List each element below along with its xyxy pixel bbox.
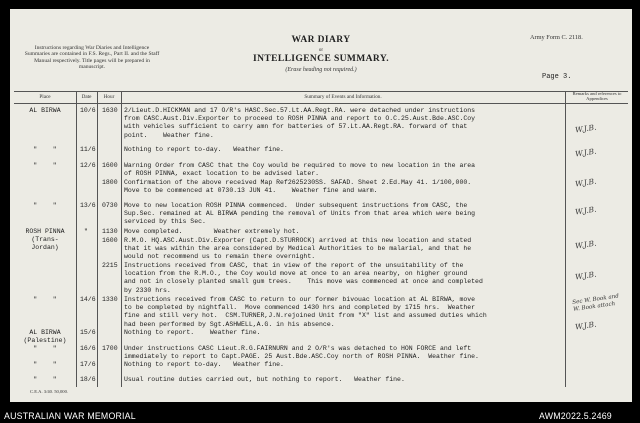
header-bottom-border <box>14 103 628 104</box>
column-divider-date <box>97 91 98 387</box>
remarks-initials: W.J.B. <box>574 269 598 282</box>
row-hour: 1800 <box>102 179 118 186</box>
row-place: " " <box>33 296 57 303</box>
row-date: 16/6 <box>80 345 96 352</box>
row-summary: Confirmation of the above received Map Ref2625230SS. SAFAD. Sheet 2.Ed.May 41. 1/100,000. Move to be commenced at 0730.13 JUN 41. Weather fine and warm. <box>124 179 472 195</box>
row-summary: R.M.O. HQ.ASC.Aust.Div.Exporter (Capt.D.STURROCK) arrived at this new location and stated that it was within the area considered by Medical Authorities to be malarial, and that he would not recommend us to remain there overnight. <box>124 237 472 261</box>
row-hour: 1630 <box>102 107 118 114</box>
row-hour: 0730 <box>102 202 118 209</box>
page-number: Page 3. <box>542 73 572 81</box>
column-header-date: Date <box>81 94 92 100</box>
row-summary: Usual routine duties carried out, but nothing to report. Weather fine. <box>124 376 405 383</box>
form-print-code: C.E.A. 3/40. 50,000. <box>30 389 69 394</box>
row-date: 17/6 <box>80 361 96 368</box>
remarks-initials: W.J.B. <box>574 146 598 159</box>
remarks-initials: W.J.B. <box>574 122 598 135</box>
column-header-place: Place <box>39 94 51 100</box>
row-place: AL BIRWA (Palestine) <box>23 329 67 345</box>
row-place: " " <box>33 162 57 169</box>
row-date: 18/6 <box>80 376 96 383</box>
row-hour: 1700 <box>102 345 118 352</box>
row-date: 14/6 <box>80 296 96 303</box>
row-summary: Nothing to report to-day. Weather fine. <box>124 146 284 153</box>
row-date: " <box>84 228 88 235</box>
instructions-note: Instructions regarding War Diaries and Intelligence Summaries are contained in F.S. Regs., Part II. and the Staff Manual respectively. Title pages will be prepared in manuscript. <box>24 45 160 71</box>
diary-subtitle: INTELLIGENCE SUMMARY. <box>253 54 389 64</box>
remarks-initials: W.J.B. <box>574 176 598 189</box>
row-place: " " <box>33 376 57 383</box>
row-place: ROSH PINNA (Trans- Jordan) <box>25 228 65 252</box>
remarks-side-note: Sec W. Book and W. Book attach <box>572 293 620 313</box>
remarks-initials: W.J.B. <box>574 319 598 332</box>
row-hour: 2215 <box>102 262 118 269</box>
row-place: " " <box>33 361 57 368</box>
row-hour: 1130 <box>102 228 118 235</box>
column-header-remarks: Remarks and references to Appendices <box>572 91 622 101</box>
column-divider-hour <box>121 91 122 387</box>
row-summary: Nothing to report. Weather fine. <box>124 329 261 336</box>
row-summary: Nothing to report to-day. Weather fine. <box>124 361 284 368</box>
diary-title: WAR DIARY <box>291 35 351 45</box>
row-date: 10/6 <box>80 107 96 114</box>
row-place: " " <box>33 345 57 352</box>
title-or: or <box>318 48 324 53</box>
row-summary: Under instructions CASC Lieut.R.G.FAIRNURN and 2 O/R's was detached to HON FORCE and left immediately to report to Capt.PAGE. 25 Aust.Bde.ASC.Coy north of ROSH PINNA. Weather fine. <box>124 345 479 361</box>
row-place: AL BIRWA <box>29 107 61 114</box>
remarks-initials: W.J.B. <box>574 238 598 251</box>
row-date: 15/6 <box>80 329 96 336</box>
row-summary: Move to new location ROSH PINNA commenced. Under subsequent instructions from CASC, the Sup.Sec. remained at AL BIRWA pending the removal of Units from that area which were being serviced by this Sec. <box>124 202 476 226</box>
remarks-initials: W.J.B. <box>574 204 598 217</box>
row-hour: 1330 <box>102 296 118 303</box>
row-summary: Move completed. Weather extremely hot. <box>124 228 300 235</box>
row-summary: Instructions received from CASC to return to our former bivouac location at AL BIRWA, move to be completed by nightfall. Move commenced 1430 hrs and completed by 1715 hrs. Weather fine and still very hot. CSM.TURNER,J.N.rejoined Unit from "X" list and assumed duties which had been performed by Sgt.ASHWELL,A.G. in his absence. <box>124 296 487 328</box>
war-diary-sheet <box>10 9 632 402</box>
column-header-summary: Summary of Events and Information. <box>304 94 382 100</box>
footer-archive-name: AUSTRALIAN WAR MEMORIAL <box>4 411 136 421</box>
row-hour: 1600 <box>102 237 118 244</box>
row-summary: 2/Lieut.D.HICKMAN and 17 O/R's HASC.Sec.57.Lt.AA.Regt.RA. were detached under instructions from CASC.Aust.Div.Exporter to proceed to ROSH PINNA and report to O.C.25.Aust.Bde.ASC.Coy with vehicles sufficient to carry amn for batteries of 57.Lt.AA.Regt.RA. forward of that point. Weather fine. <box>124 107 476 139</box>
row-date: 12/6 <box>80 162 96 169</box>
table-top-border <box>14 91 628 92</box>
army-form-number: Army Form C. 2118. <box>530 34 583 41</box>
footer-accession-number: AWM2022.5.2469 <box>539 411 612 421</box>
row-date: 13/6 <box>80 202 96 209</box>
row-summary: Warning Order from CASC that the Coy would be required to move to new location in the area of ROSH PINNA, exact location to be advised later. <box>124 162 476 178</box>
row-place: " " <box>33 146 57 153</box>
column-header-hour: Hour <box>103 94 115 100</box>
column-divider-remarks <box>565 91 566 387</box>
row-date: 11/6 <box>80 146 96 153</box>
row-hour: 1600 <box>102 162 118 169</box>
row-place: " " <box>33 202 57 209</box>
row-summary: Instructions received from CASC, that in view of the report of the unsuitability of the location from the R.M.O., the Coy would move at once to an area nearby, on higher ground and not in closely planted small gum trees. This move was commenced at once and completed by 2330 hrs. <box>124 262 483 294</box>
erase-heading-note: (Erase heading not required.) <box>285 67 357 73</box>
